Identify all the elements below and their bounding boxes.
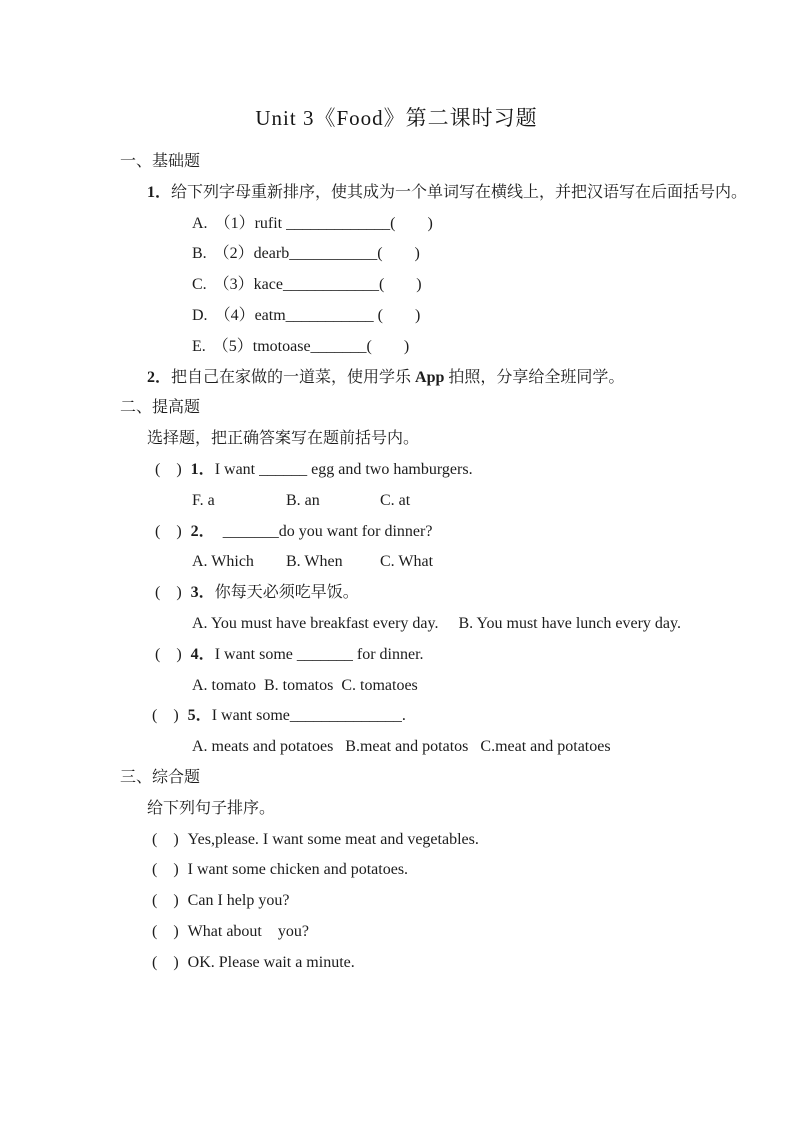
options-row-3 [192,609,793,640]
word-item [192,332,793,363]
option: A. Which [192,553,254,571]
section2-heading: 二、提高题 [120,399,201,417]
sequence-item [152,825,793,856]
word-item-text: （4）eatm___________ ( ) [214,306,421,324]
option: C. tomatoes [341,676,418,694]
app-label: App [415,368,445,386]
answer-bracket: ( ) [152,861,179,879]
instruction2-text-after: 拍照，分享给全班同学。 [444,368,625,386]
choice-question-4 [155,640,793,671]
option: C.meat and potatoes [480,738,611,756]
answer-bracket: ( ) [152,922,179,940]
question-number: 1． [190,460,215,478]
sequence-item-text: I want some chicken and potatoes. [187,861,409,879]
option: A. You must have breakfast every day. [192,614,439,632]
word-item-label: E. [192,337,206,355]
word-item [192,301,793,332]
answer-bracket: ( ) [152,707,179,725]
word-item-text: （3）kace____________( ) [213,276,422,294]
question-number: 4． [190,645,215,663]
option: B. You must have lunch every day. [458,614,681,632]
option: A. tomato [192,676,256,694]
answer-bracket: ( ) [152,953,179,971]
question-number: 5． [187,707,212,725]
sequence-item [152,886,793,917]
word-item [192,270,793,301]
section3-instruction: 给下列句子排序。 [147,799,276,817]
instruction1-text: 给下列字母重新排序，使其成为一个单词写在横线上，并把汉语写在后面括号内。 [171,183,748,201]
options-row-2 [192,547,793,578]
question-number: 3． [190,584,215,602]
answer-bracket: ( ) [152,892,179,910]
page-title: Unit 3《Food》第二课时习题 [255,106,538,130]
answer-bracket: ( ) [155,522,182,540]
word-item [192,239,793,270]
option: B. an [286,491,320,509]
worksheet-content [0,147,793,979]
option: B. tomatos [264,676,334,694]
word-item-label: B. [192,245,207,263]
option: F. a [192,491,215,509]
sequence-item-text: Can I help you? [187,892,290,910]
sequence-item [152,917,793,948]
instruction1-number: 1． [147,183,172,201]
options-row-1 [192,486,793,517]
option: C. at [380,491,411,509]
section1-heading: 一、基础题 [120,153,201,170]
answer-bracket: ( ) [152,830,179,848]
option: A. meats and potatoes [192,738,334,756]
answer-bracket: ( ) [155,645,182,663]
instruction2-text-before: 把自己在家做的一道菜，使用学乐 [171,368,416,386]
sequence-item [152,948,793,979]
options-row-5 [192,732,793,763]
answer-bracket: ( ) [155,584,182,602]
option: B. When [286,553,343,571]
section3-heading: 三、综合题 [120,768,201,786]
choice-question-3 [155,578,793,609]
word-item-text: （5）tmotoase_______( ) [212,337,410,355]
question-text: I want ______ egg and two hamburgers. [214,460,473,478]
word-item-text: （2）dearb___________( ) [213,245,420,263]
choice-question-1 [155,455,793,486]
choice-question-2 [155,517,793,548]
answer-bracket: ( ) [155,460,182,478]
instruction2-number: 2． [147,368,172,386]
sequence-item-text: Yes,please. I want some meat and vegetables. [187,830,479,848]
word-item-text: （1）rufit _____________( ) [214,214,433,232]
question-text: _______do you want for dinner? [206,522,433,540]
word-item-label: A. [192,214,208,232]
question-text: 你每天必须吃早饭。 [214,584,359,602]
word-item-label: D. [192,306,208,324]
sequence-item-text: OK. Please wait a minute. [187,953,355,971]
word-item [192,209,793,240]
question-number: 2． [190,522,207,540]
section1-instruction2 [147,363,793,394]
option: B.meat and potatos [345,738,469,756]
option: C. What [380,553,434,571]
question-text: I want some______________. [211,707,406,725]
options-row-4 [192,671,793,702]
question-text: I want some _______ for dinner. [214,645,424,663]
word-item-label: C. [192,276,207,294]
section1-instruction1 [147,178,793,209]
section2-instruction: 选择题，把正确答案写在题前括号内。 [147,430,420,448]
sequence-item-text: What about you? [187,922,309,940]
choice-question-5 [152,701,793,732]
sequence-item [152,855,793,886]
